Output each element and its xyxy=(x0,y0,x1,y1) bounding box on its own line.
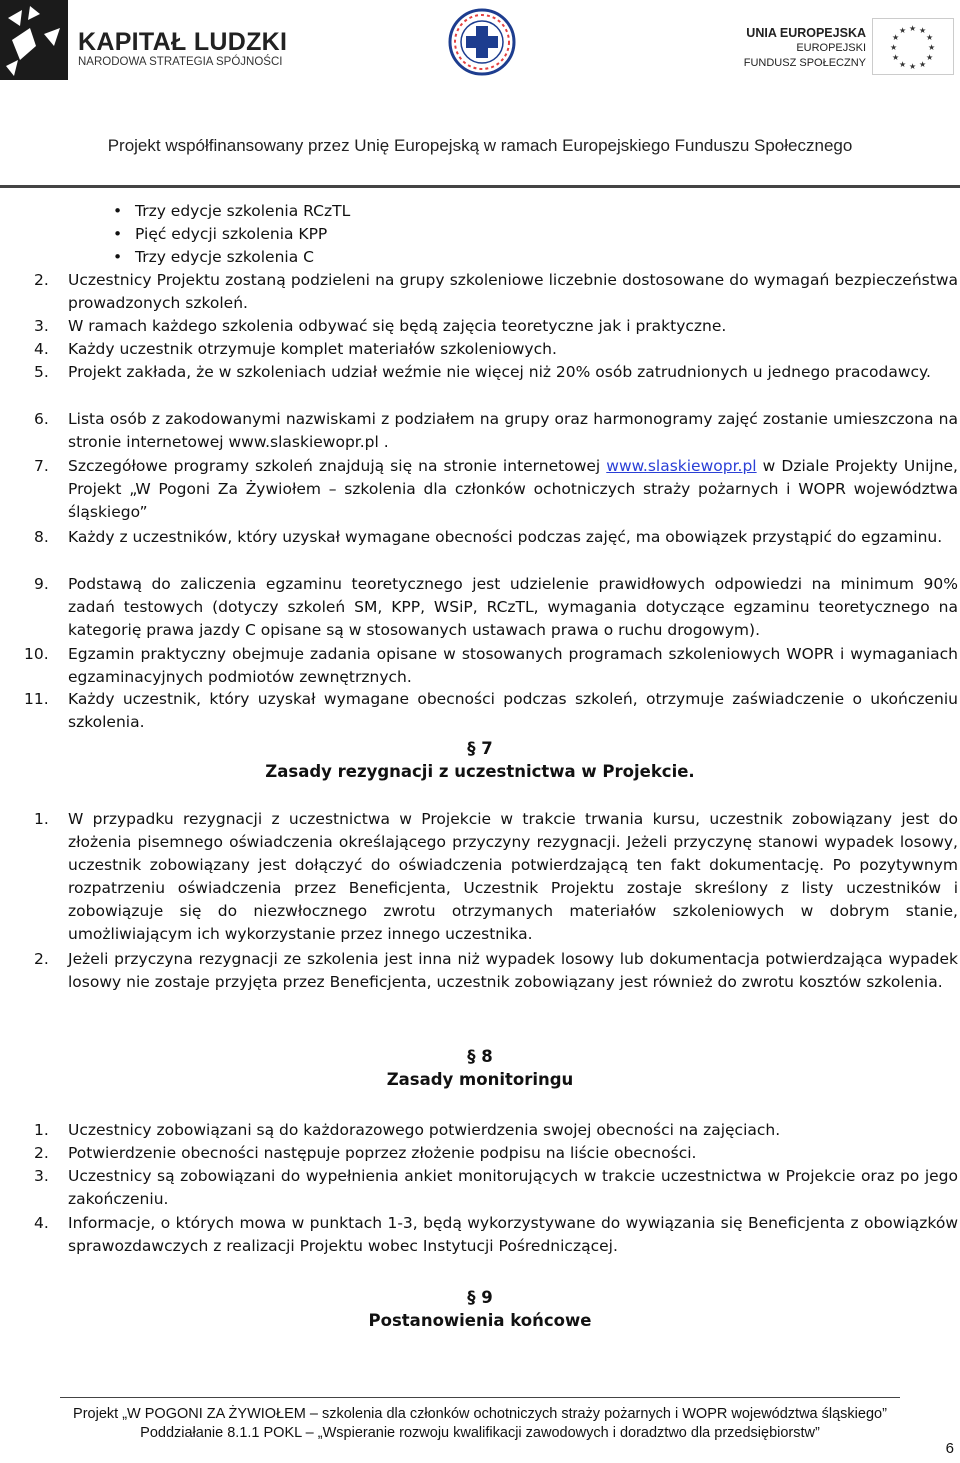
website-link[interactable]: www.slaskiewopr.pl xyxy=(606,457,757,475)
section-9-title: Postanowienia końcowe xyxy=(368,1311,592,1330)
list-item: 7. Szczegółowe programy szkoleń znajdują się na stronie internetowej www.slaskiewopr.pl w Dziale Projekty Unijne, Projekt „W Pogoni Za Żywiołem – szkolenia dla członków ochotniczych straży pożarnych i WOPR województwa śląskiego” xyxy=(34,457,958,521)
cofinancing-statement: Projekt współfinansowany przez Unię Europejską w ramach Europejskiego Funduszu Społecznego xyxy=(107,136,853,155)
svg-text:★: ★ xyxy=(919,60,927,69)
svg-text:★: ★ xyxy=(926,33,934,42)
list-item: 8. Każdy z uczestników, który uzyskał wymagane obecności podczas zajęć, ma obowiązek przystąpić do egzaminu. xyxy=(34,528,943,546)
section-7-title: Zasady rezygnacji z uczestnictwa w Projekcie. xyxy=(265,762,695,781)
svg-text:★: ★ xyxy=(899,26,907,35)
svg-text:★: ★ xyxy=(892,53,900,62)
list-item: • Trzy edycje szkolenia C xyxy=(113,246,350,269)
list-item: 10. Egzamin praktyczny obejmuje zadania opisane w stosowanych programach szkoleniowych WOPR i wymaganiach egzaminacyjnych podmiotów zewnętrznych. xyxy=(24,645,958,686)
kapital-ludzki-subtitle: NARODOWA STRATEGIA SPÓJNOŚCI xyxy=(78,56,283,68)
list-item: 2. Uczestnicy Projektu zostaną podzieleni na grupy szkoleniowe liczebnie dostosowane do wymagań bezpieczeństwa prowadzonych szkoleń. xyxy=(34,271,958,312)
svg-text:★: ★ xyxy=(909,24,917,33)
section-8-number: § 8 xyxy=(467,1047,493,1066)
svg-text:★: ★ xyxy=(892,33,900,42)
list-item: • Trzy edycje szkolenia RCzTL xyxy=(113,200,350,223)
list-item: 11. Każdy uczestnik, który uzyskał wymagane obecności podczas szkoleń, otrzymuje zaświadczenie o ukończeniu szkolenia. xyxy=(24,690,958,731)
ue-line2: EUROPEJSKI xyxy=(796,42,866,54)
svg-text:★: ★ xyxy=(899,60,907,69)
section-9-number: § 9 xyxy=(467,1288,493,1307)
ue-line3: FUNDUSZ SPOŁECZNY xyxy=(743,57,866,69)
svg-text:★: ★ xyxy=(890,43,898,52)
footer-divider xyxy=(60,1397,900,1398)
page-footer xyxy=(0,1405,960,1443)
list-item: 5. Projekt zakłada, że w szkoleniach udział weźmie nie więcej niż 20% osób zatrudnionych u jednego pracodawcy. xyxy=(34,363,931,381)
svg-text:★: ★ xyxy=(928,43,936,52)
list-item: 6. Lista osób z zakodowanymi nazwiskami z podziałem na grupy oraz harmonogramy zajęć zostanie umieszczona na stronie internetowej www.slaskiewopr.pl . xyxy=(34,410,958,451)
kapital-ludzki-emblem-icon xyxy=(0,0,68,80)
list-item: 1. Uczestnicy zobowiązani są do każdorazowego potwierdzenia swojej obecności na zajęciach. xyxy=(34,1121,781,1139)
header-divider xyxy=(0,185,960,188)
training-editions-list xyxy=(113,200,350,269)
ue-line1: UNIA EUROPEJSKA xyxy=(746,26,866,40)
svg-text:★: ★ xyxy=(926,53,934,62)
page-header xyxy=(0,0,960,190)
list-item: • Pięć edycji szkolenia KPP xyxy=(113,223,350,246)
kapital-ludzki-logo xyxy=(0,0,290,80)
svg-text:★: ★ xyxy=(919,26,927,35)
wopr-seal-logo xyxy=(448,8,516,76)
kapital-ludzki-title: KAPITAŁ LUDZKI xyxy=(78,28,288,56)
footer-project-line: Projekt „W POGONI ZA ŻYWIOŁEM – szkolenia dla członków ochotniczych straży pożarnych i WOPR województwa śląskiego” xyxy=(73,1406,887,1422)
eu-flag-icon xyxy=(872,18,954,75)
list-item: 1. W przypadku rezygnacji z uczestnictwa w Projekcie w trakcie trwania kursu, uczestnik zobowiązany jest do złożenia pisemnego oświadczenia określającego przyczyny rezygnacji. Jeżeli przyczynę stanowi wypadek losowy, uczestnik zobowiązany jest dołączyć do oświadczenia potwierdzającą ten fakt dokumentację. Po pozytywnym rozpatrzeniu oświadczenia przez Beneficjenta, Uczestnik Projektu zostaje skreślony z listy uczestników i zobowiązuje się do niezwłocznego zwrotu otrzymanych materiałów szkoleniowych w dobrym stanie, umożliwiającym ich wykorzystanie przez innego uczestnika. xyxy=(34,810,958,943)
list-item: 2. Jeżeli przyczyna rezygnacji ze szkolenia jest inna niż wypadek losowy lub dokumentacja potwierdzająca wypadek losowy nie zostaje przyjęta przez Beneficjenta, uczestnik zobowiązany jest również do zwrotu kosztów szkolenia. xyxy=(34,950,958,991)
list-item: 3. Uczestnicy są zobowiązani do wypełnienia ankiet monitorujących w trakcie uczestnictwa w Projekcie oraz po jego zakończeniu. xyxy=(34,1167,958,1208)
list-item: 9. Podstawą do zaliczenia egzaminu teoretycznego jest udzielenie prawidłowych odpowiedzi na minimum 90% zadań testowych (dotyczy szkoleń SM, KPP, WSiP, RCzTL, wymagania dotyczące egzaminu teoretycznego na kategorię prawa jazdy C opisane są w stosowanych ustawach prawa o ruchu drogowym). xyxy=(34,575,958,639)
svg-text:★: ★ xyxy=(909,62,917,71)
list-item: 3. W ramach każdego szkolenia odbywać się będą zajęcia teoretyczne jak i praktyczne. xyxy=(34,317,727,335)
section-7-number: § 7 xyxy=(467,739,493,758)
page-number: 6 xyxy=(945,1440,954,1457)
list-item: 2. Potwierdzenie obecności następuje poprzez złożenie podpisu na liście obecności. xyxy=(34,1144,697,1162)
section-8-title: Zasady monitoringu xyxy=(386,1070,574,1089)
footer-measure-line: Poddziałanie 8.1.1 POKL – „Wspieranie rozwoju kwalifikacji zawodowych i doradztwo dla przedsiębiorstw” xyxy=(140,1425,820,1441)
list-item: 4. Informacje, o których mowa w punktach 1-3, będą wykorzystywane do wywiązania się Beneficjenta z obowiązków sprawozdawczych z realizacji Projektu wobec Instytucji Pośredniczącej. xyxy=(34,1214,958,1255)
ue-text xyxy=(744,26,866,71)
list-item: 4. Każdy uczestnik otrzymuje komplet materiałów szkoleniowych. xyxy=(34,340,557,358)
ue-efs-logo xyxy=(742,18,954,78)
